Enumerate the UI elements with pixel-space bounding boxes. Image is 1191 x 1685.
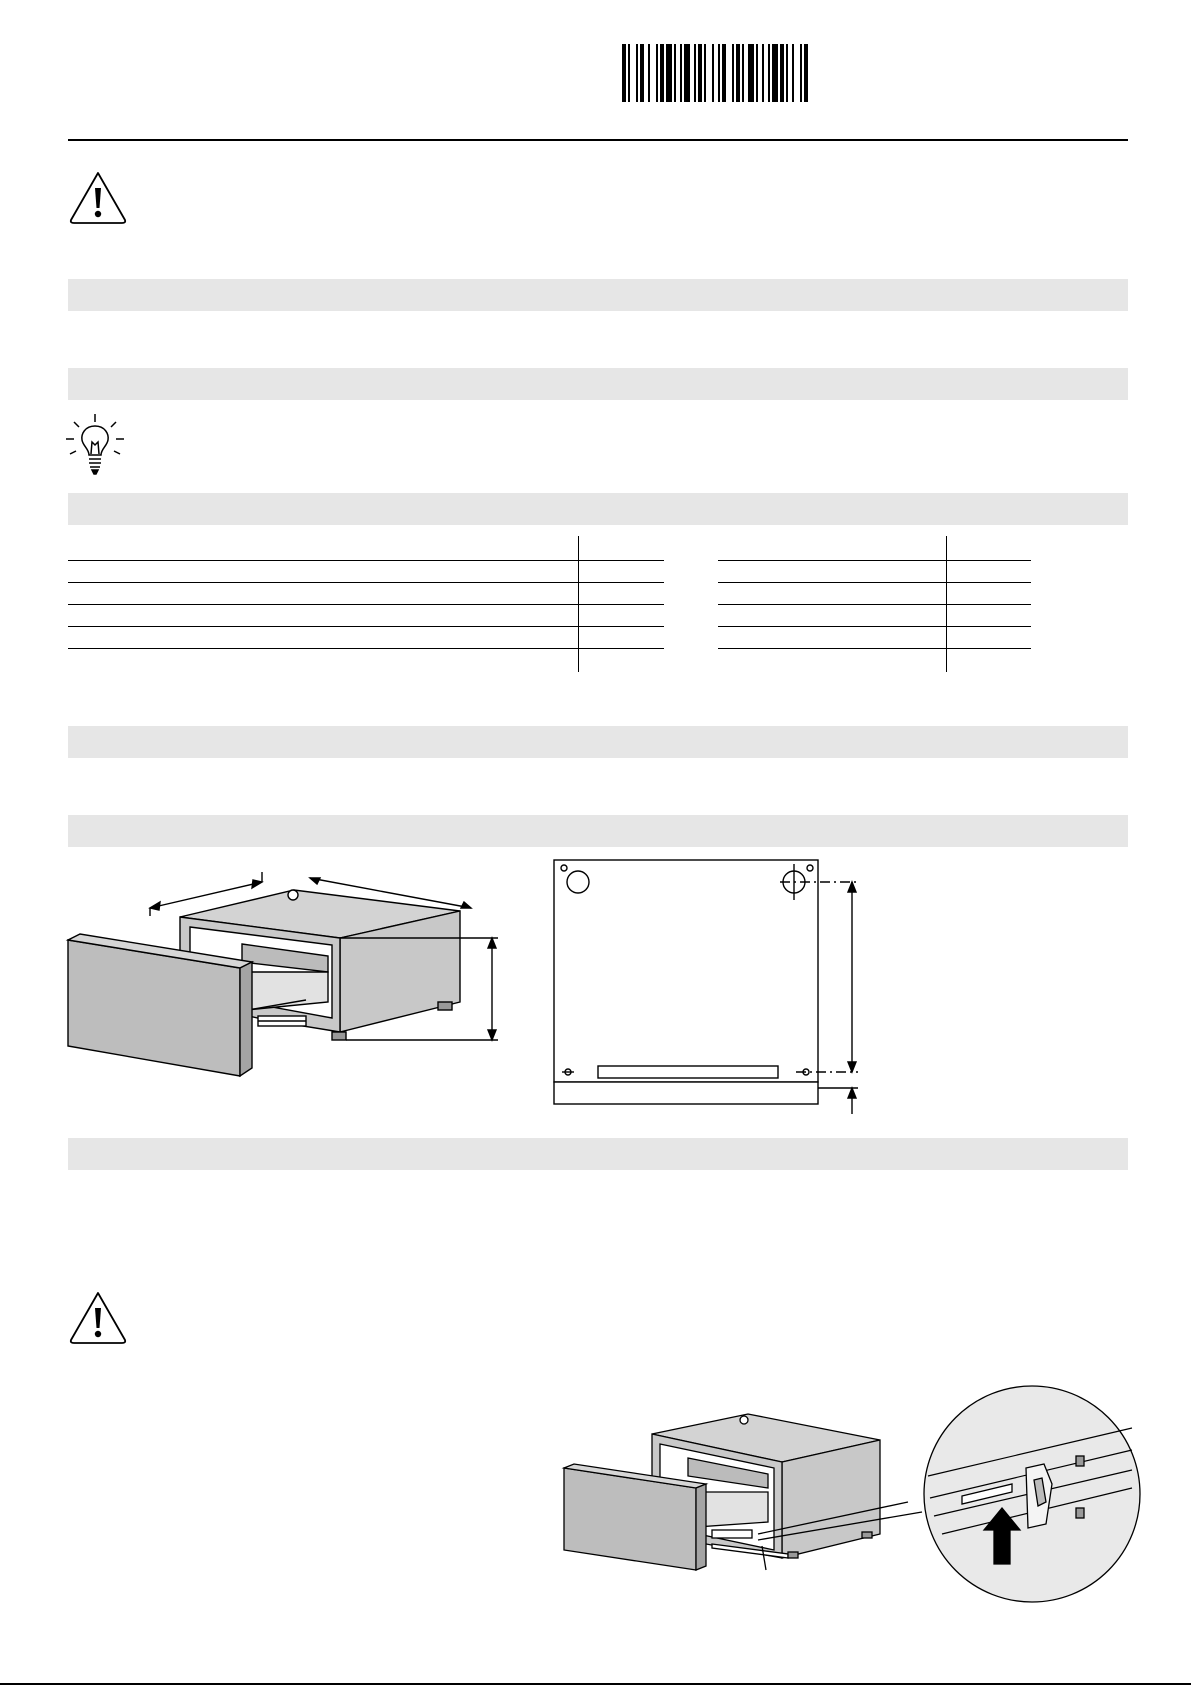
section-bar-3 (68, 493, 1128, 525)
warning-triangle-icon (68, 170, 128, 226)
table-row (718, 582, 1031, 583)
section-bar-1 (68, 279, 1128, 311)
section-bar-4 (68, 726, 1128, 758)
table-row (68, 648, 664, 649)
pedestal-plan-drawing (552, 858, 902, 1118)
table-row (68, 560, 664, 561)
warning-triangle-icon (68, 1290, 128, 1346)
table-row (718, 604, 1031, 605)
table-row (718, 560, 1031, 561)
header-rule (68, 139, 1128, 141)
lightbulb-tip-icon (62, 412, 128, 478)
table-row (718, 626, 1031, 627)
table-row (68, 604, 664, 605)
pedestal-dimension-drawing (66, 872, 506, 1077)
section-bar-5 (68, 815, 1128, 847)
section-bar-6 (68, 1138, 1128, 1170)
spec-table-right (718, 536, 1031, 672)
spec-table-left (68, 536, 664, 672)
table-row (718, 648, 1031, 649)
drawer-rail-detail-drawing (562, 1384, 1132, 1610)
table-row (68, 626, 664, 627)
barcode-icon (622, 44, 884, 102)
section-bar-2 (68, 368, 1128, 400)
table-row (68, 582, 664, 583)
